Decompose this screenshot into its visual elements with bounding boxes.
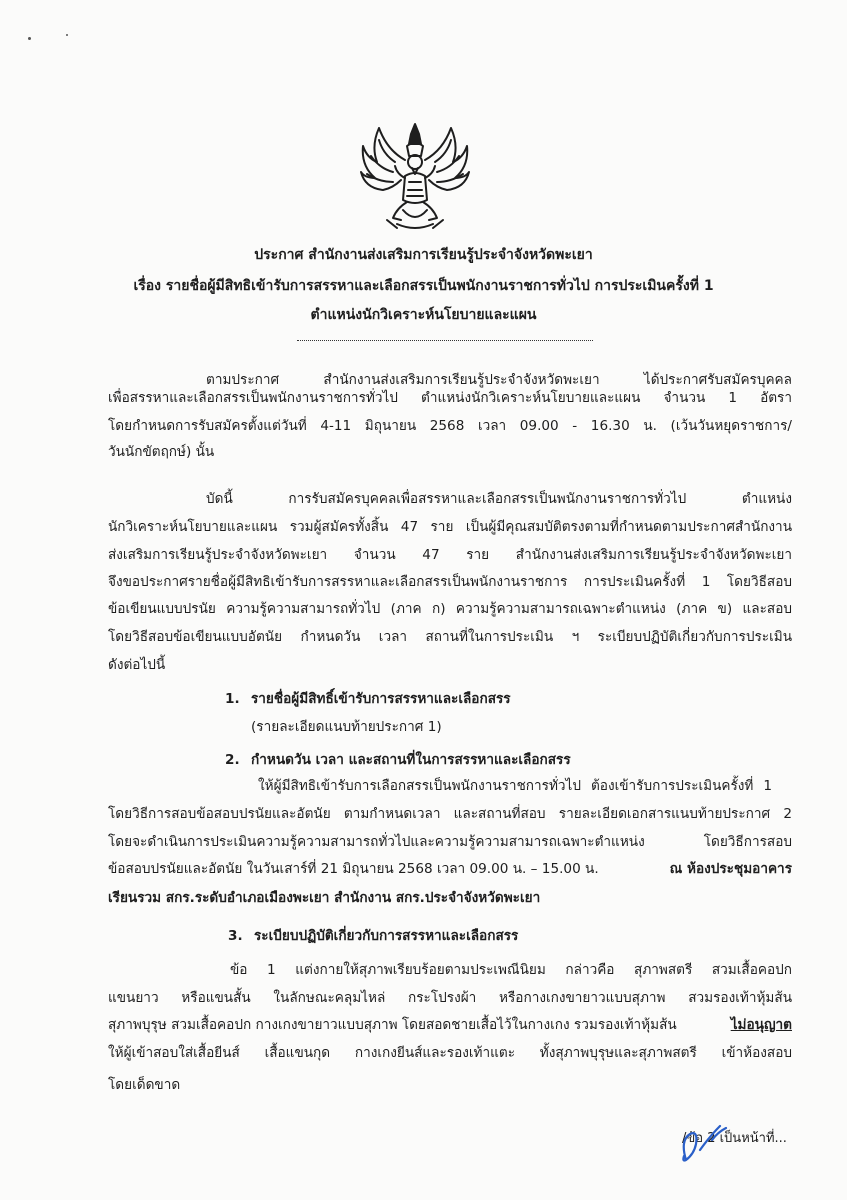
not-allowed-emphasis: ไม่อนุญาต: [730, 1017, 792, 1033]
section-2-heading: [225, 751, 571, 769]
para1-line: ตามประกาศ สำนักงานส่งเสริมการเรียนรู้ประจำจังหวัดพะเยา ได้ประกาศรับสมัครบุคคล: [206, 372, 792, 388]
scan-speck: [66, 34, 68, 36]
section-1-title: รายชื่อผู้มีสิทธิ์เข้ารับการสรรหาและเลือกสรร: [251, 691, 511, 707]
section-3-line: [108, 1016, 792, 1034]
section-2-line: ให้ผู้มีสิทธิเข้ารับการเลือกสรรเป็นพนักงานราชการทั่วไป ต้องเข้ารับการประเมินครั้งที่ 1: [258, 778, 772, 794]
section-2-number: 2.: [225, 752, 240, 768]
announcement-subject: เรื่อง รายชื่อผู้มีสิทธิเข้ารับการสรรหาและเลือกสรรเป็นพนักงานราชการทั่วไป การประเมินครั้งที่ 1: [133, 278, 714, 294]
section-3-number: 3.: [228, 928, 243, 944]
section-2-line: โดยวิธีการสอบข้อสอบปรนัยและอัตนัย ตามกำหนดเวลา และสถานที่สอบ รายละเอียดเอกสารแนบท้ายประกาศ 2: [108, 806, 792, 822]
section-3-line: แขนยาว หรือแขนสั้น ในลักษณะคลุมไหล่ กระโปรงผ้า หรือกางเกงขายาวแบบสุภาพ สวมรองเท้าหุ้มส้น: [108, 990, 792, 1006]
section-2-title: กำหนดวัน เวลา และสถานที่ในการสรรหาและเลือกสรร: [251, 752, 571, 768]
para2-line: ข้อเขียนแบบปรนัย ความรู้ความสามารถทั่วไป (ภาค ก) ความรู้ความสามารถเฉพาะตำแหน่ง (ภาค ข) และสอบ: [108, 601, 792, 617]
announcement-issuer: ประกาศ สำนักงานส่งเสริมการเรียนรู้ประจำจังหวัดพะเยา: [254, 247, 593, 263]
para1-line: โดยกำหนดการรับสมัครตั้งแต่วันที่ 4-11 มิถุนายน 2568 เวลา 09.00 - 16.30 น. (เว้นวันหยุดราชการ/: [108, 418, 792, 434]
signature-icon: [676, 1110, 748, 1168]
header-divider: [297, 340, 593, 341]
section-2-line: โดยจะดำเนินการประเมินความรู้ความสามารถทั่วไปและความรู้ความสามารถเฉพาะตำแหน่ง โดยวิธีการสอบ: [108, 834, 792, 850]
continued-on-next-page: /ข้อ 2 เป็นหน้าที่...: [682, 1131, 787, 1146]
para2-line: บัดนี้ การรับสมัครบุคคลเพื่อสรรหาและเลือกสรรเป็นพนักงานราชการทั่วไป ตำแหน่ง: [206, 491, 792, 507]
para2-line: ส่งเสริมการเรียนรู้ประจำจังหวัดพะเยา จำนวน 47 ราย สำนักงานส่งเสริมการเรียนรู้ประจำจังหวัดพะเยา: [108, 547, 792, 563]
para1-line: วันนักขัตฤกษ์) นั้น: [108, 444, 215, 460]
section-3-line: โดยเด็ดขาด: [108, 1077, 181, 1093]
section-3-title: ระเบียบปฏิบัติเกี่ยวกับการสรรหาและเลือกสรร: [254, 928, 519, 944]
para2-line: ดังต่อไปนี้: [108, 657, 166, 673]
section-2-line: [108, 860, 792, 878]
exam-date-text: ข้อสอบปรนัยและอัตนัย ในวันเสาร์ที่ 21 มิถุนายน 2568 เวลา 09.00 น. – 15.00 น.: [108, 861, 599, 877]
exam-venue-text: ณ ห้องประชุมอาคาร: [669, 861, 792, 877]
scan-speck: [28, 37, 31, 40]
para1-line: เพื่อสรรหาและเลือกสรรเป็นพนักงานราชการทั่วไป ตำแหน่งนักวิเคราะห์นโยบายและแผน จำนวน 1 อัตรา: [108, 390, 792, 406]
announcement-position: ตำแหน่งนักวิเคราะห์นโยบายและแผน: [310, 307, 537, 323]
garuda-emblem-icon: [357, 120, 473, 232]
section-3-line: ข้อ 1 แต่งกายให้สุภาพเรียบร้อยตามประเพณีนิยม กล่าวคือ สุภาพสตรี สวมเสื้อคอปก: [230, 962, 792, 978]
section-3-heading: [228, 927, 518, 945]
section-1-number: 1.: [225, 691, 240, 707]
section-1-note: (รายละเอียดแนบท้ายประกาศ 1): [251, 719, 442, 735]
para2-line: นักวิเคราะห์นโยบายและแผน รวมผู้สมัครทั้งสิ้น 47 ราย เป็นผู้มีคุณสมบัติตรงตามที่กำหนดตามประกาศสำนักงาน: [108, 519, 792, 535]
dress-code-text: สุภาพบุรุษ สวมเสื้อคอปก กางเกงขายาวแบบสุภาพ โดยสอดชายเสื้อไว้ในกางเกง รวมรองเท้าหุ้มส้น: [108, 1017, 677, 1033]
para2-line: จึงขอประกาศรายชื่อผู้มีสิทธิเข้ารับการสรรหาและเลือกสรรเป็นพนักงานราชการ การประเมินครั้งที่ 1 โดยวิธีสอบ: [108, 574, 792, 590]
para2-line: โดยวิธีสอบข้อเขียนแบบอัตนัย กำหนดวัน เวลา สถานที่ในการประเมิน ฯ ระเบียบปฏิบัติเกี่ยวกับการประเมิน: [108, 629, 792, 645]
exam-venue-line: เรียนรวม สกร.ระดับอำเภอเมืองพะเยา สำนักงาน สกร.ประจำจังหวัดพะเยา: [108, 890, 541, 906]
section-3-line: ให้ผู้เข้าสอบใส่เสื้อยีนส์ เสื้อแขนกุด กางเกงยีนส์และรองเท้าแตะ ทั้งสุภาพบุรุษและสุภาพสตรี เข้าห้องสอบ: [108, 1045, 792, 1061]
section-1-heading: [225, 690, 511, 708]
